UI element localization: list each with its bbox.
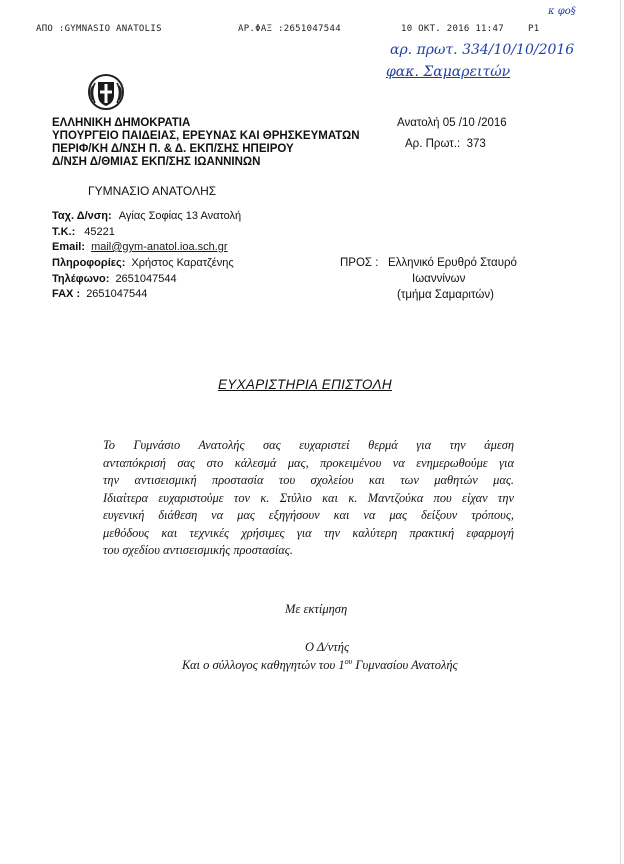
contact-fax-row	[52, 288, 147, 300]
handwritten-top-note: κ φο§	[548, 6, 576, 17]
contact-email-row	[52, 241, 228, 253]
tk-label: Τ.Κ.:	[52, 226, 76, 238]
fax-label: FAX :	[52, 288, 81, 300]
greek-emblem-icon	[85, 72, 127, 112]
body-line: του σχεδίου αντισεισμικής προστασίας.	[103, 543, 293, 557]
recipient-name: Ελληνικό Ερυθρό Σταυρό	[388, 257, 517, 269]
letter-title: ΕΥΧΑΡΙΣΤΗΡΙΑ ΕΠΙΣΤΟΛΗ	[218, 377, 392, 392]
phone-label: Τηλέφωνο:	[52, 273, 110, 285]
letterhead-secondary-directorate: Δ/ΝΣΗ Δ/ΘΜΙΑΣ ΕΚΠ/ΣΗΣ ΙΩΑΝΝΙΝΩΝ	[52, 156, 261, 168]
info-label: Πληροφορίες:	[52, 257, 126, 269]
letterhead-regional-directorate: ΠΕΡΙΦ/ΚΗ Δ/ΝΣΗ Π. & Δ. ΕΚΠ/ΣΗΣ ΗΠΕΙΡΟΥ	[52, 143, 294, 155]
signature-faculty-ordinal: ου	[344, 657, 353, 666]
handwritten-folder-note: φακ. Σαμαρειτών	[386, 64, 511, 80]
recipient-city: Ιωαννίνων	[412, 273, 466, 285]
signature-faculty	[182, 657, 458, 673]
contact-tk-row	[52, 226, 115, 238]
signature-director: Ο Δ/ντής	[305, 640, 350, 654]
contact-address-row	[52, 210, 241, 222]
letterhead-school: ΓΥΜΝΑΣΙΟ ΑΝΑΤΟΛΗΣ	[88, 184, 217, 198]
email-link[interactable]: mail@gym-anatol.ioa.sch.gr	[91, 241, 228, 253]
info-value: Χρήστος Καρατζένης	[131, 257, 234, 269]
body-line: Το Γυμνάσιο Ανατολής σας ευχαριστεί θερμά για την άμεση	[103, 438, 514, 452]
fax-datetime: 10 ΟΚΤ. 2016 11:47	[401, 24, 504, 34]
body-line: μεθόδους και τεχνικές χρήσιμες για την καλύτερη πρακτική εφαρμογή	[103, 525, 514, 540]
fax-number: ΑΡ.ΦΑΞ :2651047544	[238, 24, 341, 34]
signature-faculty-school: Γυμνασίου Ανατολής	[352, 658, 458, 673]
fax-page: P1	[528, 24, 540, 34]
email-label: Email:	[52, 241, 86, 253]
closing-greeting: Με εκτίμηση	[285, 602, 348, 616]
contact-info-row	[52, 257, 234, 269]
protocol-number: Αρ. Πρωτ.: 373	[405, 138, 486, 150]
phone-value: 2651047544	[115, 273, 177, 285]
recipient-department: (τμήμα Σαμαριτών)	[397, 289, 494, 301]
letter-date: Ανατολή 05 /10 /2016	[397, 117, 507, 129]
fax-sender: ΑΠΟ :GYMNASIO ANATOLIS	[36, 24, 162, 34]
contact-phone-row	[52, 273, 177, 285]
body-line: ανταπόκρισή σας στο κάλεσμά μας, προκειμένου να ενημερωθούμε για	[103, 455, 514, 470]
letterhead-republic: ΕΛΛΗΝΙΚΗ ΔΗΜΟΚΡΑΤΙΑ	[52, 117, 191, 129]
fax-value: 2651047544	[86, 288, 148, 300]
handwritten-protocol-note: αρ. πρωτ. 334/10/10/2016	[390, 42, 575, 58]
body-line: Ιδιαίτερα ευχαριστούμε τον κ. Στύλιο και κ. Μαντζούκα που είχαν την	[103, 490, 514, 505]
body-line: ευγενική διάθεση να μας εξηγήσουν και να μας δείξουν τρόπους,	[103, 508, 514, 522]
letterhead-ministry: ΥΠΟΥΡΓΕΙΟ ΠΑΙΔΕΙΑΣ, ΕΡΕΥΝΑΣ ΚΑΙ ΘΡΗΣΚΕΥΜΑΤΩΝ	[52, 130, 360, 142]
letter-body	[103, 437, 514, 560]
body-line: την αντισεισμική προστασία του σχολείου και των μαθητών μας.	[103, 473, 514, 487]
signature-faculty-text: Και ο σύλλογος καθηγητών του 1	[182, 658, 345, 673]
scan-edge	[620, 0, 621, 864]
address-value: Αγίας Σοφίας 13 Ανατολή	[118, 210, 242, 222]
tk-value: 45221	[84, 226, 115, 238]
address-label: Ταχ. Δ/νση:	[52, 210, 112, 222]
recipient-prefix: ΠΡΟΣ :	[340, 257, 379, 269]
